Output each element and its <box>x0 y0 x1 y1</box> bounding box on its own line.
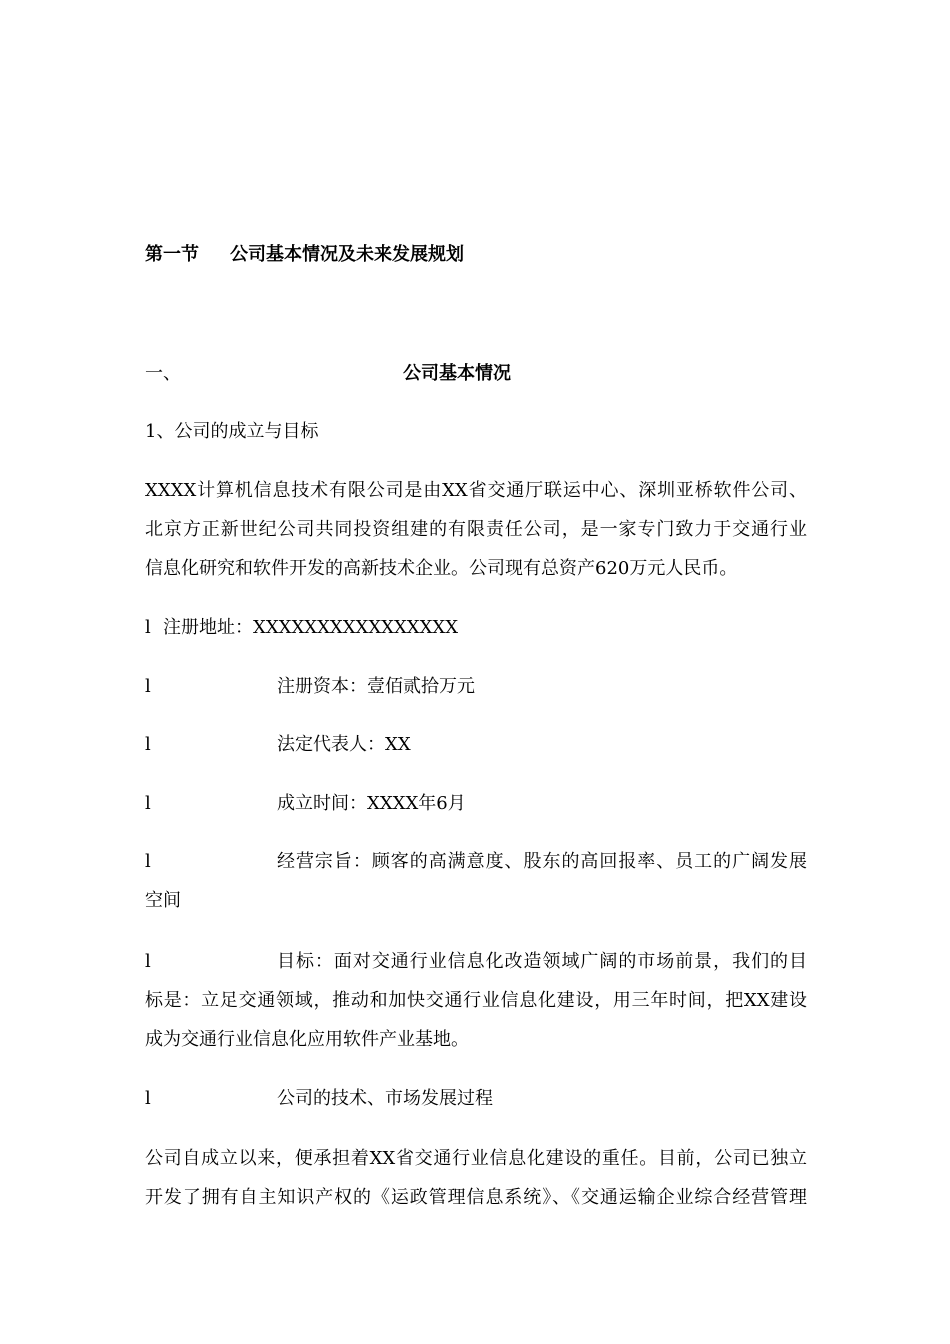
section-number: 第一节 <box>145 244 199 265</box>
intro-line-1: XXXX计算机信息技术有限公司是由XX省交通厅联运中心、深圳亚桥软件公司、 <box>145 480 807 501</box>
goal-line-2: 标是：立足交通领域，推动和加快交通行业信息化建设，用三年时间，把XX建设 <box>145 990 807 1011</box>
tenet-line-2: 空间 <box>145 890 181 911</box>
founded-item: 成立时间：XXXX年6月 <box>277 793 466 814</box>
bullet-marker: l <box>145 734 151 755</box>
capital-item: 注册资本：壹佰贰拾万元 <box>277 676 475 697</box>
intro-line-3: 信息化研究和软件开发的高新技术企业。公司现有总资产620万元人民币。 <box>145 558 738 579</box>
bullet-marker: l <box>145 1088 151 1109</box>
tenet-line-1: 经营宗旨：顾客的高满意度、股东的高回报率、员工的广阔发展 <box>277 851 807 872</box>
bullet-marker: l <box>145 951 151 972</box>
history-item: 公司的技术、市场发展过程 <box>277 1088 493 1109</box>
history-line-1: 公司自成立以来，便承担着XX省交通行业信息化建设的重任。目前，公司已独立 <box>145 1148 807 1169</box>
bullet-marker: l <box>145 676 151 697</box>
heading-one-number: 一、 <box>145 363 181 384</box>
bullet-marker: l <box>145 793 151 814</box>
address-item: 注册地址：XXXXXXXXXXXXXXXX <box>163 617 459 638</box>
heading-one-title: 公司基本情况 <box>403 363 511 384</box>
intro-line-2: 北京方正新世纪公司共同投资组建的有限责任公司，是一家专门致力于交通行业 <box>145 519 807 540</box>
goal-line-3: 成为交通行业信息化应用软件产业基地。 <box>145 1029 469 1050</box>
bullet-marker: l <box>145 851 151 872</box>
subheading: 1、公司的成立与目标 <box>145 421 319 442</box>
bullet-marker: l <box>145 617 151 638</box>
history-line-2: 开发了拥有自主知识产权的《运政管理信息系统》、《交通运输企业综合经营管理 <box>145 1187 807 1208</box>
section-title: 公司基本情况及未来发展规划 <box>230 244 464 265</box>
goal-line-1: 目标：面对交通行业信息化改造领域广阔的市场前景，我们的目 <box>277 951 807 972</box>
legal-rep-item: 法定代表人：XX <box>277 734 411 755</box>
